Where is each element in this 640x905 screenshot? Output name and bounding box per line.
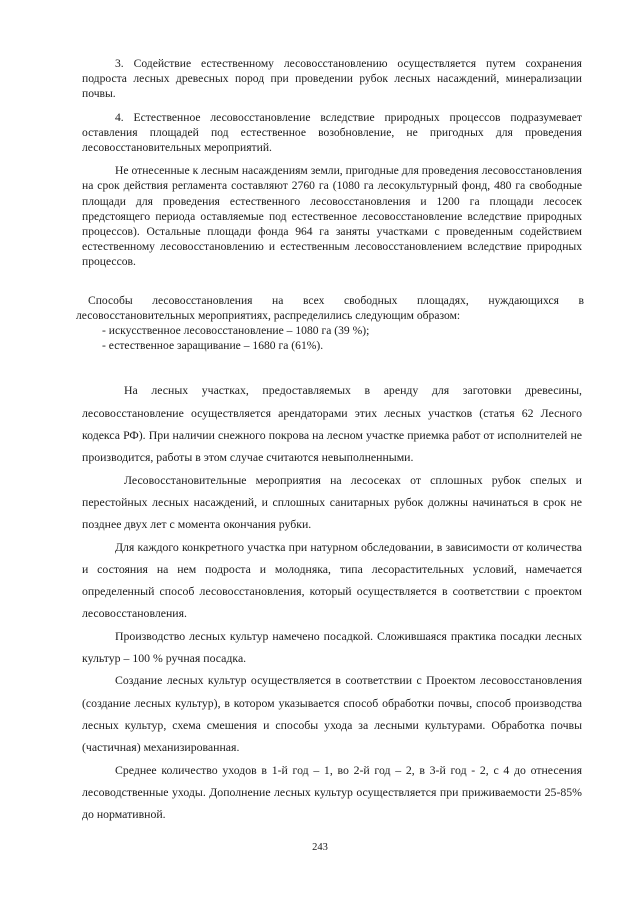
methods-intro: Способы лесовосстановления на всех свободных площадях, нуждающихся в лесовосстановительных мероприятиях, распределились следующим образом:	[76, 293, 584, 322]
document-page	[76, 56, 584, 825]
paragraph-tending-schedule: Среднее количество уходов в 1-й год – 1, во 2-й год – 2, в 3-й год - 2, с 4 до отнесения лесоводственные уходы. Дополнение лесных культур осуществляется при приживаемости 25-85% до нормативной.	[82, 762, 582, 822]
page-number: 243	[312, 842, 328, 853]
paragraph-lease-plots: На лесных участках, предоставляемых в аренду для заготовки древесины, лесовосстановление осуществляется арендаторами этих лесных участков (статья 62 Лесного кодекса РФ). При наличии снежного покрова на лесном участке приемка работ от исполнителей не производится, работы в этом случае считаются невыполненными.	[82, 383, 582, 465]
paragraph-natural-regeneration: 4. Естественное лесовосстановление вследствие природных процессов подразумевает оставления площадей под естественное возобновление, не пригодных для проведения лесовосстановительных мероприятий.	[82, 110, 582, 155]
paragraph-land-area: Не отнесенные к лесным насаждениям земли, пригодные для проведения лесовосстановления на срок действия регламента составляют 2760 га (1080 га лесокультурный фонд, 480 га свободные площади для проведения естественного лесовосстановления и 1200 га площади лесосек предстоящего периода оставляемые под естественное лесовосстановление вследствие природных процессов). Остальные площади фонда 964 га заняты участками с проведенным содействием естественному лесовосстановлению и естественным лесовосстановлением вследствие природных процессов.	[82, 164, 582, 269]
list-item: - естественное заращивание – 1680 га (61%).	[102, 339, 324, 353]
paragraph-plantation-project: Создание лесных культур осуществляется в соответствии с Проектом лесовосстановления (создание лесных культур), в котором указывается способ обработки почвы, способ производства лесных культур, схема смешения и способы ухода за лесными культурами. Обработка почвы (частичная) механизированная.	[82, 673, 582, 755]
paragraph-site-survey: Для каждого конкретного участка при натурном обследовании, в зависимости от количества и состояния на нем подроста и молодняка, типа лесорастительных условий, намечается определенный способ лесовосстановления, который осуществляется в соответствии с проектом лесовосстановления.	[82, 539, 582, 621]
section-gap	[82, 353, 582, 379]
paragraph-planting-practice: Производство лесных культур намечено посадкой. Сложившаяся практика посадки лесных культур – 100 % ручная посадка.	[82, 628, 582, 666]
paragraph-clearcut-activities: Лесовосстановительные мероприятия на лесосеках от сплошных рубок спелых и перестойных лесных насаждений, и сплошных санитарных рубок должны начинаться в срок не позднее двух лет с момента окончания рубки.	[82, 472, 582, 532]
regeneration-methods-block	[76, 293, 584, 354]
list-item: - искусственное лесовосстановление – 1080 га (39 %);	[102, 324, 370, 338]
paragraph-assisted-regeneration: 3. Содействие естественному лесовосстановлению осуществляется путем сохранения подроста лесных древесных пород при проведении рубок лесных насаждений, минерализации почвы.	[82, 57, 582, 101]
